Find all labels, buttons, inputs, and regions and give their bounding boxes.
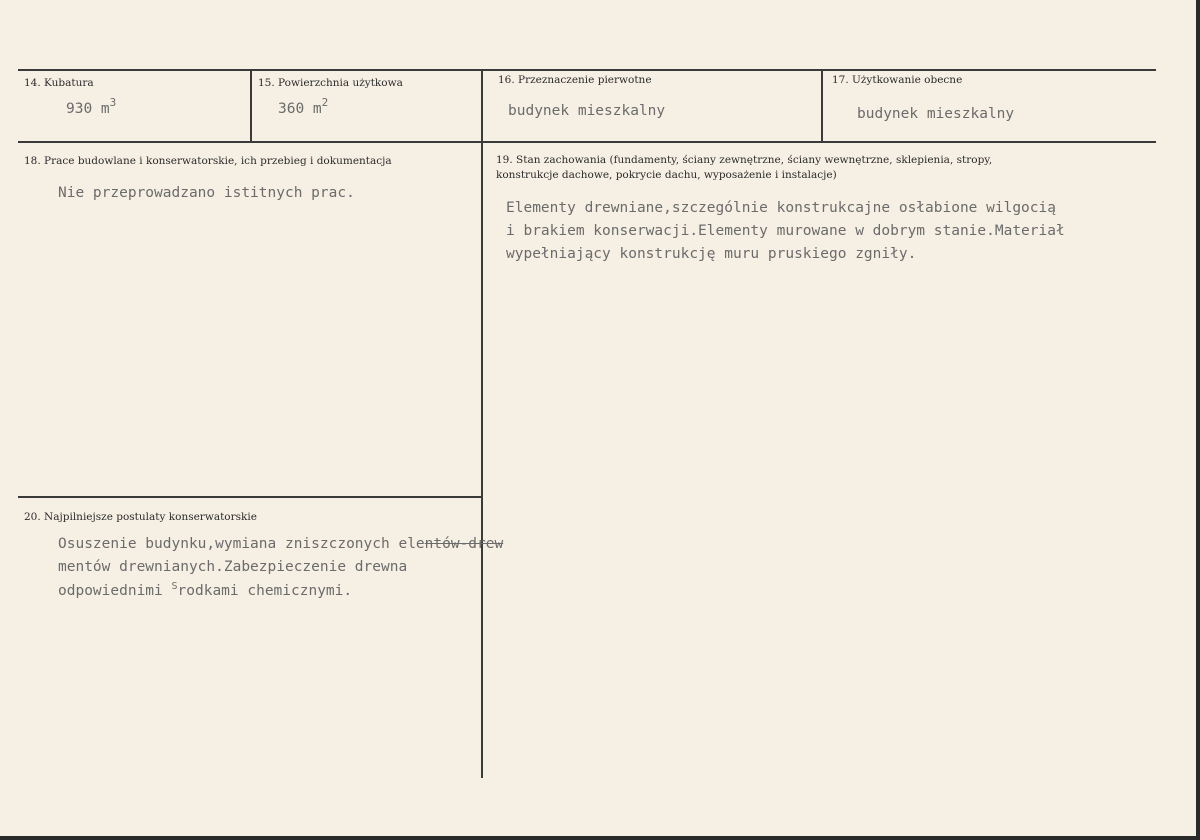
field-20-line-1	[58, 533, 503, 556]
field-14-text: 930 m	[66, 101, 110, 117]
field-19-line-3: wypełniający konstrukcję muru pruskiego zgniły.	[506, 246, 917, 262]
field-20-label: 20. Najpilniejsze postulaty konserwatorskie	[24, 511, 257, 523]
field-14-value	[66, 98, 116, 121]
field-19-line-2: i brakiem konserwacji.Elementy murowane w dobrym stanie.Materiał	[506, 223, 1065, 239]
field-15-value	[278, 98, 328, 121]
field-20-struck-text: ntów-drew	[424, 536, 504, 552]
field-20-line-3-text-a: odpowiednimi	[58, 583, 172, 599]
field-20-line-2: mentów drewnianych.Zabezpieczenie drewna	[58, 559, 408, 575]
divider-left-right	[481, 141, 483, 778]
field-15-label: 15. Powierzchnia użytkowa	[258, 77, 403, 89]
field-20-line-3-text-b: rodkami chemicznymi.	[177, 583, 353, 599]
field-16-label: 16. Przeznaczenie pierwotne	[498, 74, 652, 86]
field-15-exponent: 2	[321, 96, 329, 109]
divider-15-16	[481, 69, 483, 143]
divider-14-15	[250, 69, 252, 143]
field-20-line-1-text: Osuszenie budynku,wymiana zniszczonych ele	[58, 536, 425, 552]
row1-bottom-rule	[18, 141, 1156, 143]
field-19-label-line1: 19. Stan zachowania (fundamenty, ściany zewnętrzne, ściany wewnętrzne, sklepienia, stropy,	[496, 154, 993, 166]
top-rule	[18, 69, 1156, 71]
field-18-value: Nie przeprowadzano istitnych prac.	[58, 185, 355, 201]
field-15-text: 360 m	[278, 101, 322, 117]
field-20-line-3-superscript: S	[171, 581, 178, 592]
field-14-exponent: 3	[109, 96, 117, 109]
field-17-label: 17. Użytkowanie obecne	[832, 74, 963, 86]
divider-16-17	[821, 69, 823, 143]
field-19-label-line2: konstrukcje dachowe, pokrycie dachu, wyposażenie i instalacje)	[496, 169, 837, 181]
field-20-line-3	[58, 580, 352, 604]
field-17-value: budynek mieszkalny	[857, 106, 1015, 122]
field-16-value: budynek mieszkalny	[508, 103, 666, 119]
field-18-label: 18. Prace budowlane i konserwatorskie, ich przebieg i dokumentacja	[24, 155, 392, 167]
field-14-label: 14. Kubatura	[24, 77, 94, 89]
field-19-line-1: Elementy drewniane,szczególnie konstrukcajne osłabione wilgocią	[506, 200, 1056, 216]
f18-bottom-rule	[18, 496, 481, 498]
